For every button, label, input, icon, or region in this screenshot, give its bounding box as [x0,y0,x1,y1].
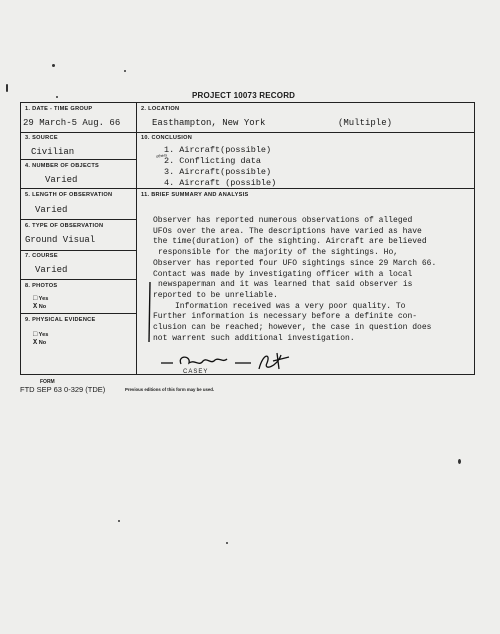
signature [159,349,299,380]
photos-no-label: No [38,304,47,310]
scan-speck [118,520,120,522]
footer-form-id: FTD SEP 63 0-329 (TDE) [20,385,106,394]
summary-line: not warrent such additional investigation. [153,333,355,343]
length-of-observation-value: Varied [35,205,68,215]
row-divider [21,279,137,280]
column-divider [136,103,137,374]
checkbox-empty-icon: □ [33,331,38,339]
signature-printed-name: CASEY [183,369,209,375]
source-value: Civilian [31,147,75,157]
row-divider [21,188,137,189]
row-divider [21,219,137,220]
physical-evidence-no-label: No [38,340,47,346]
margin-bracket-mark [146,281,154,343]
number-of-objects-value: Varied [45,175,78,185]
row-divider [137,132,474,133]
checkbox-checked-icon: X [33,303,38,311]
summary-label: 11. BRIEF SUMMARY AND ANALYSIS [141,192,249,198]
location-label: 2. LOCATION [141,106,180,112]
summary-line: responsible for the majority of the sightings. Ho, [158,248,399,258]
scan-speck [52,64,55,67]
scan-speck [124,70,126,72]
row-divider [137,188,474,189]
scan-speck [56,96,58,98]
footer-note: Previous editions of this form may be used. [125,387,215,392]
photos-label: 8. PHOTOS [25,283,58,289]
row-divider [21,132,137,133]
date-time-group-label: 1. DATE - TIME GROUP [25,106,93,112]
source-label: 3. SOURCE [25,135,58,141]
conclusion-item: 4. Aircraft (possible) [164,178,277,188]
summary-line: Observer has reported numerous observations of alleged [153,216,413,225]
type-of-observation-label: 6. TYPE OF OBSERVATION [25,223,104,229]
photos-no-option [33,303,46,311]
physical-evidence-yes-label: Yes [38,332,49,338]
physical-evidence-no-option [33,339,46,347]
signature-scribble [159,349,299,375]
summary-text [153,216,468,344]
summary-line: clusion can be reached; however, the case in question does [153,323,432,333]
scan-speck [226,542,228,544]
location-note: (Multiple) [338,118,393,128]
summary-line: the time(duration) of the sighting. Aircraft are believed [153,237,427,247]
row-divider [21,313,137,314]
photos-yes-label: Yes [38,296,49,302]
summary-line: UFOs over the area. The descriptions have varied as have [153,226,422,236]
summary-line: reported to be unreliable. [153,290,278,300]
type-of-observation-value: Ground Visual [25,235,96,245]
number-of-objects-label: 4. NUMBER OF OBJECTS [25,163,100,169]
summary-line: Observer has reported four UFO sightings since 29 March 66. [153,258,437,268]
date-time-group-value: 29 March-5 Aug. 66 [23,118,121,128]
page-title: PROJECT 10073 RECORD [192,91,296,100]
record-form [20,102,475,375]
photos-yes-option [33,295,48,303]
summary-line: Contact was made by investigating officer with a local [153,269,413,279]
summary-line: Information received was a very poor quality. To [175,301,406,311]
length-of-observation-label: 5. LENGTH OF OBSERVATION [25,192,113,198]
checkbox-checked-icon: X [33,339,38,347]
checkbox-empty-icon: □ [33,295,38,303]
summary-line: Further information is necessary before a definite con- [153,312,418,322]
row-divider [21,159,137,160]
physical-evidence-yes-option [33,331,48,339]
location-value: Easthampton, New York [152,118,266,128]
course-value: Varied [35,265,68,275]
physical-evidence-label: 9. PHYSICAL EVIDENCE [25,317,96,323]
conclusion-item: 3. Aircraft(possible) [164,167,272,177]
scan-speck [458,459,461,464]
conclusion-label: 10. CONCLUSION [141,135,193,141]
conclusion-item: 1. Aircraft(possible) [164,145,272,155]
conclusion-item: 2. Conflicting data [164,156,261,166]
scan-speck [6,84,8,92]
conclusion-annotation: others [155,152,168,159]
row-divider [21,250,137,251]
footer-form-label: FORM [40,379,55,385]
course-label: 7. COURSE [25,253,58,259]
summary-line: newspaperman and it was learned that said observer is [158,280,413,290]
